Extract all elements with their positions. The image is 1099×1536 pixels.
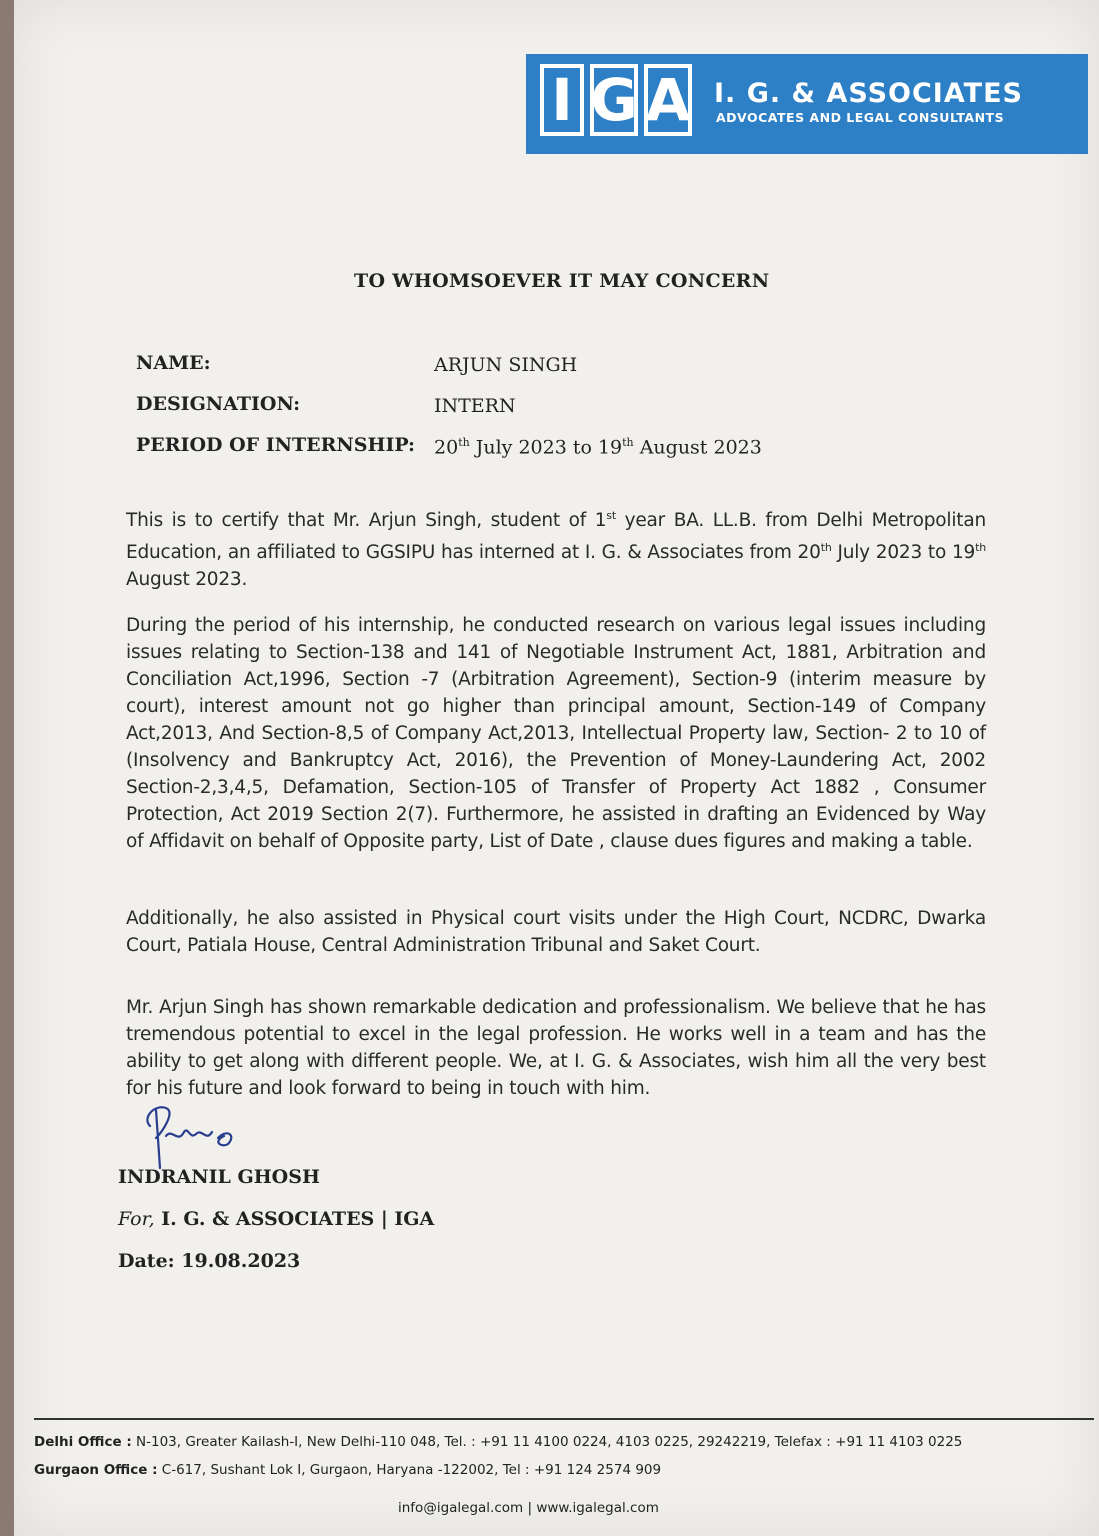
firm-logo xyxy=(526,54,1088,154)
logo-letters xyxy=(540,64,692,136)
period-start-rest: July 2023 to xyxy=(469,436,598,459)
paragraph-court-visits: Additionally, he also assisted in Physical court visits under the High Court, NCDRC, Dwarka Court, Patiala House, Central Administration Tribunal and Saket Court. xyxy=(126,908,986,956)
firm-name: I. G. & ASSOCIATES xyxy=(714,78,1023,109)
name-value: ARJUN SINGH xyxy=(434,354,578,376)
period-start-suffix: th xyxy=(458,436,470,449)
gurgaon-address: C-617, Sushant Lok I, Gurgaon, Haryana -122002, Tel : +91 124 2574 909 xyxy=(157,1462,662,1478)
delhi-label: Delhi Office : xyxy=(34,1434,132,1450)
p1-part-a: This is to certify that Mr. Arjun Singh, student of 1 xyxy=(126,510,607,532)
paragraph-certification xyxy=(126,502,986,593)
designation-value: INTERN xyxy=(434,395,516,417)
paragraph-research: During the period of his internship, he conducted research on various legal issues including issues relating to Section-138 and 141 of Negotiable Instrument Act, 1881, Arbitration and Conciliation Act,1996, Section -7 (Arbitration Agreement), Section-9 (interim measure by court), interest amount not go higher than principal amount, Section-149 of Company Act,2013, And Section-8,5 of Company Act,2013, Intellectual Property law, Section- 2 to 10 of (Insolvency and Bankruptcy Act, 2016), the Prevention of Money-Laundering Act, 2002 Section-2,3,4,5, Defamation, Section-105 of Transfer of Property Act 1882 , Consumer Protection, Act 2019 Section 2(7). Furthermore, he assisted in drafting an Evidenced by Way of Affidavit on behalf of Opposite party, List of Date , clause dues figures and making a table. xyxy=(126,615,986,852)
letter-title: TO WHOMSOEVER IT MAY CONCERN xyxy=(354,270,770,292)
for-prefix: For, xyxy=(118,1208,155,1230)
footer-contact: info@igalegal.com | www.igalegal.com xyxy=(398,1500,659,1516)
for-firm: I. G. & ASSOCIATES | IGA xyxy=(154,1208,435,1230)
period-end-suffix: th xyxy=(622,436,634,449)
p1-sup-c: th xyxy=(975,541,986,555)
p1-part-c: July 2023 to 19 xyxy=(831,542,976,564)
p1-sup-b: th xyxy=(820,541,832,555)
letter-page xyxy=(14,0,1099,1536)
gurgaon-label: Gurgaon Office : xyxy=(34,1462,158,1478)
p1-part-d: August 2023. xyxy=(126,569,248,591)
period-end-rest: August 2023 xyxy=(633,436,762,459)
signatory-name: INDRANIL GHOSH xyxy=(118,1166,320,1188)
period-start-day: 20 xyxy=(434,436,459,459)
letter-date: Date: 19.08.2023 xyxy=(118,1250,301,1272)
period-end-day: 19 xyxy=(597,436,623,459)
logo-letter-g: G xyxy=(590,66,638,134)
paragraph-recommendation: Mr. Arjun Singh has shown remarkable dedication and professionalism. We believe that he has tremendous potential to excel in the legal profession. He works well in a team and has the ability to get along with different people. We, at I. G. & Associates, wish him all the very best for his future and look forward to being in touch with him. xyxy=(126,997,986,1099)
p1-sup-a: st xyxy=(606,509,616,522)
logo-letter-i: I xyxy=(540,64,584,136)
delhi-address: N-103, Greater Kailash-I, New Delhi-110 048, Tel. : +91 11 4100 0224, 4103 0225, 29242219, Telefax : +91 11 4103 0225 xyxy=(131,1434,963,1450)
footer-gurgaon xyxy=(34,1462,661,1478)
period-value xyxy=(434,436,762,458)
designation-label: DESIGNATION: xyxy=(136,393,301,415)
footer-delhi xyxy=(34,1434,962,1450)
name-label: NAME: xyxy=(136,352,211,374)
logo-letter-a: A xyxy=(645,66,691,134)
footer-divider xyxy=(34,1418,1094,1420)
firm-tagline: ADVOCATES AND LEGAL CONSULTANTS xyxy=(716,110,1005,125)
period-label: PERIOD OF INTERNSHIP: xyxy=(136,434,415,456)
signatory-firm xyxy=(118,1208,434,1230)
p1-part-b: year BA. LL.B. from Delhi Metropolitan Education, an affiliated to GGSIPU has interned at I. G. & Associates from 20 xyxy=(126,510,987,564)
